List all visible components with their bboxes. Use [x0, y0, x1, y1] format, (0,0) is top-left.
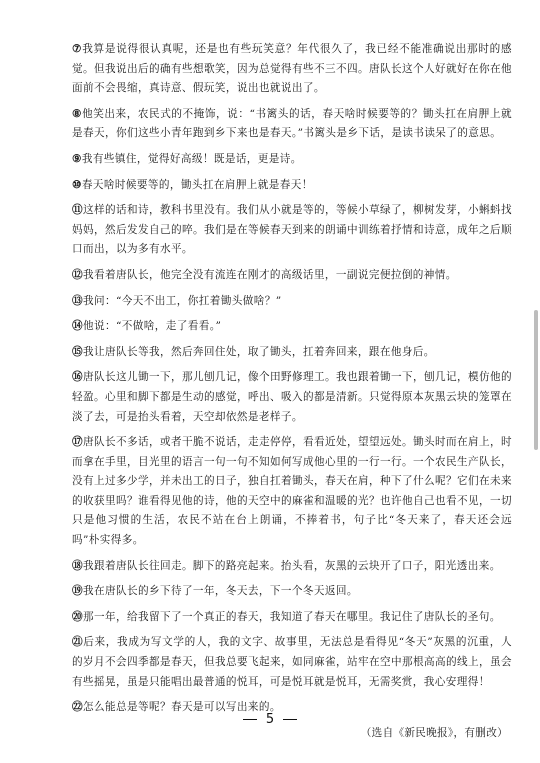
paragraph — [72, 368, 512, 427]
paragraph-text: 这样的话和诗，教科书里没有。我们从小就是等的，等候小草绿了，柳树发芽，小蝌蚪找妈妈，然后发发自己的啐。我们是在等候春天到来的朗诵中训练着抒情和诗意，成年之后顺口而出，以为多有水平。 — [72, 204, 512, 256]
paragraph — [72, 343, 512, 363]
paragraph-number: ⑲ — [72, 585, 83, 598]
vertical-scrollbar[interactable] — [534, 310, 538, 450]
page-footer — [0, 712, 540, 727]
paragraph — [72, 633, 512, 692]
paragraph-number: ⑦ — [72, 43, 83, 55]
paragraph — [72, 317, 512, 337]
paragraph — [72, 105, 512, 144]
footer-dash-left — [243, 719, 257, 720]
paragraph-text: 怎么能总是等呢？春天是可以写出来的。 — [83, 701, 281, 714]
paragraph — [72, 582, 512, 602]
paragraph-number: ⑧ — [72, 107, 83, 120]
paragraph-number: ⑳ — [72, 610, 83, 623]
paragraph-text: 我跟着唐队长往回走。脚下的路亮起来。抬头看，灰黑的云块开了口子，阳光透出来。 — [83, 559, 501, 572]
paragraph-text: 我问：“今天不出工，你扛着锄头做啥？” — [83, 294, 282, 307]
paragraph — [72, 201, 512, 260]
paragraph-text: 我看着唐队长，他完全没有流连在刚才的高级话里，一副说完便拉倒的神情。 — [83, 268, 457, 281]
paragraph-number: ⑮ — [72, 345, 83, 358]
page-number: 5 — [265, 712, 275, 727]
paragraph-text: 我算是说得很认真呢，还是也有些玩笑意？年代很久了，我已经不能准确说出那时的感觉。但我说出后的确有些想歌笑，因为总觉得有些不三不四。唐队长这个人好就好在你在他面前不会畏缩，真诗意、假玩笑，说出也就说出了。 — [72, 43, 512, 95]
article-body — [72, 40, 512, 742]
paragraph-number: ㉑ — [72, 636, 84, 649]
paragraph — [72, 292, 512, 312]
paragraph — [72, 608, 512, 628]
paragraph-text: 春天啥时候要等的，锄头扛在肩胛上就是春天！ — [81, 178, 313, 191]
paragraph-text: 他笑出来，农民式的不掩饰，说：“书篱头的话，春天啥时候要等的？锄头扛在肩胛上就是春天，你们这些小青年跑到乡下来也是春天。”书篱头是乡下话，是读书读呆了的意思。 — [72, 107, 513, 140]
paragraph — [72, 557, 512, 577]
paragraph — [72, 150, 512, 170]
paragraph — [72, 266, 512, 286]
paragraph-number: ⑯ — [72, 371, 83, 384]
paragraph-number: ⑬ — [72, 294, 83, 307]
paragraph-text: 唐队长这儿锄一下，那儿刨几记，像个田野修理工。我也跟着锄一下，刨几记，模仿他的轻盈。心里和脚下都是生动的感觉，呼出、吸入的都是清新。只觉得原本灰黑云块的笼罩在淡了去，可是抬头看着，天空却依然是老样子。 — [72, 371, 512, 423]
paragraph-number: ⑭ — [72, 320, 83, 333]
paragraph-text: 我有些镇住，觉得好高级！既是话，更是诗。 — [81, 152, 302, 165]
paragraph-text: 那一年，给我留下了一个真正的春天，我知道了春天在哪里。我记住了唐队长的圣句。 — [83, 610, 501, 623]
paragraph-text: 我让唐队长等我，然后奔回住处，取了锄头，扛着奔回来，跟在他身后。 — [83, 345, 435, 358]
footer-dash-right — [283, 719, 297, 720]
paragraph-number: ⑱ — [72, 559, 83, 572]
paragraph-number: ⑨ — [72, 152, 82, 165]
paragraph-text: 唐队长不多话，或者干脆不说话，走走停停，看看近处，望望远处。锄头时而在肩上，时而拿在手里，目光里的语言一句一句不知如何写成他心里的一行一行。一个农民生产队长，没有上过多少学，并未出工的日子，独自扛着锄头，春天在肩，种下了什么呢？它们在未来的收获里吗？谁看得见他的诗，他的天空中的麻雀和温暖的光？也许他自己也看不见，一切只是他习惯的生活，农民不站在台上朗诵，不捧着书，句子比“冬天来了，春天还会远吗”朴实得多。 — [72, 436, 512, 547]
paragraph-number: ㉒ — [72, 701, 83, 714]
paragraph — [72, 40, 512, 99]
paragraph-text: 他说：“不做啥，走了看看。” — [83, 320, 222, 333]
paragraph-number: ⑫ — [72, 268, 83, 281]
source-citation: （选自《新民晚报》，有删改） — [360, 726, 508, 739]
paragraph — [72, 176, 512, 196]
paragraph — [72, 433, 512, 551]
paragraph-text: 后来，我成为写文学的人，我的文字、故事里，无法总是看得见“冬天”灰黑的沉重，人的岁月不会四季都是春天，但我总要飞起来，如同麻雀，站牢在空中那根高高的线上，虽会有些摇晃，虽是只能唱出最普通的悦耳，可是悦耳就是悦耳，无需奖赏，我心安理得！ — [72, 636, 512, 688]
paragraph-text: 我在唐队长的乡下待了一年，冬天去，下一个冬天返回。 — [83, 585, 358, 598]
paragraph-number: ⑩ — [72, 178, 82, 191]
paragraph-number: ⑪ — [72, 204, 83, 217]
paragraph-number: ⑰ — [72, 436, 83, 449]
